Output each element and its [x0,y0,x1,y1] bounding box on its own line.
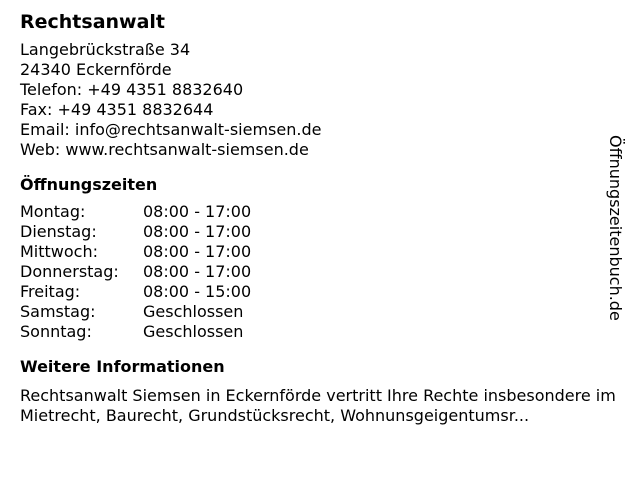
hours-row-saturday [20,302,620,322]
hours-row-wednesday [20,242,620,262]
hours-time: Geschlossen [143,302,244,321]
hours-time: 08:00 - 17:00 [143,262,252,281]
hours-day: Donnerstag: [20,262,119,281]
hours-time: 08:00 - 17:00 [143,242,252,261]
business-card [20,8,620,426]
fax-line: Fax: +49 4351 8832644 [20,100,214,119]
hours-day: Sonntag: [20,322,92,341]
hours-time: 08:00 - 15:00 [143,282,252,301]
hours-row-friday [20,282,620,302]
hours-table [20,202,620,342]
info-text: Rechtsanwalt Siemsen in Eckernförde vertritt Ihre Rechte insbesondere im Mietrecht, Baurecht, Grundstücksrecht, Wohnunsgeigentumsr... [20,386,616,425]
hours-day: Mittwoch: [20,242,98,261]
hours-row-sunday [20,322,620,342]
hours-row-tuesday [20,222,620,242]
hours-row-monday [20,202,620,222]
hours-day: Montag: [20,202,86,221]
hours-day: Freitag: [20,282,81,301]
hours-time: 08:00 - 17:00 [143,222,252,241]
watermark-text: Öffnungszeitenbuch.de [606,135,625,321]
address-street: Langebrückstraße 34 [20,40,191,59]
email-line: Email: info@rechtsanwalt-siemsen.de [20,120,322,139]
address-city: 24340 Eckernförde [20,60,172,79]
hours-time: 08:00 - 17:00 [143,202,252,221]
info-heading: Weitere Informationen [20,357,225,376]
phone-line: Telefon: +49 4351 8832640 [20,80,244,99]
hours-day: Dienstag: [20,222,97,241]
hours-heading: Öffnungszeiten [20,175,158,194]
contact-block [20,40,620,160]
hours-time: Geschlossen [143,322,244,341]
web-line: Web: www.rechtsanwalt-siemsen.de [20,140,309,159]
business-name: Rechtsanwalt [20,11,166,33]
hours-day: Samstag: [20,302,96,321]
hours-row-thursday [20,262,620,282]
